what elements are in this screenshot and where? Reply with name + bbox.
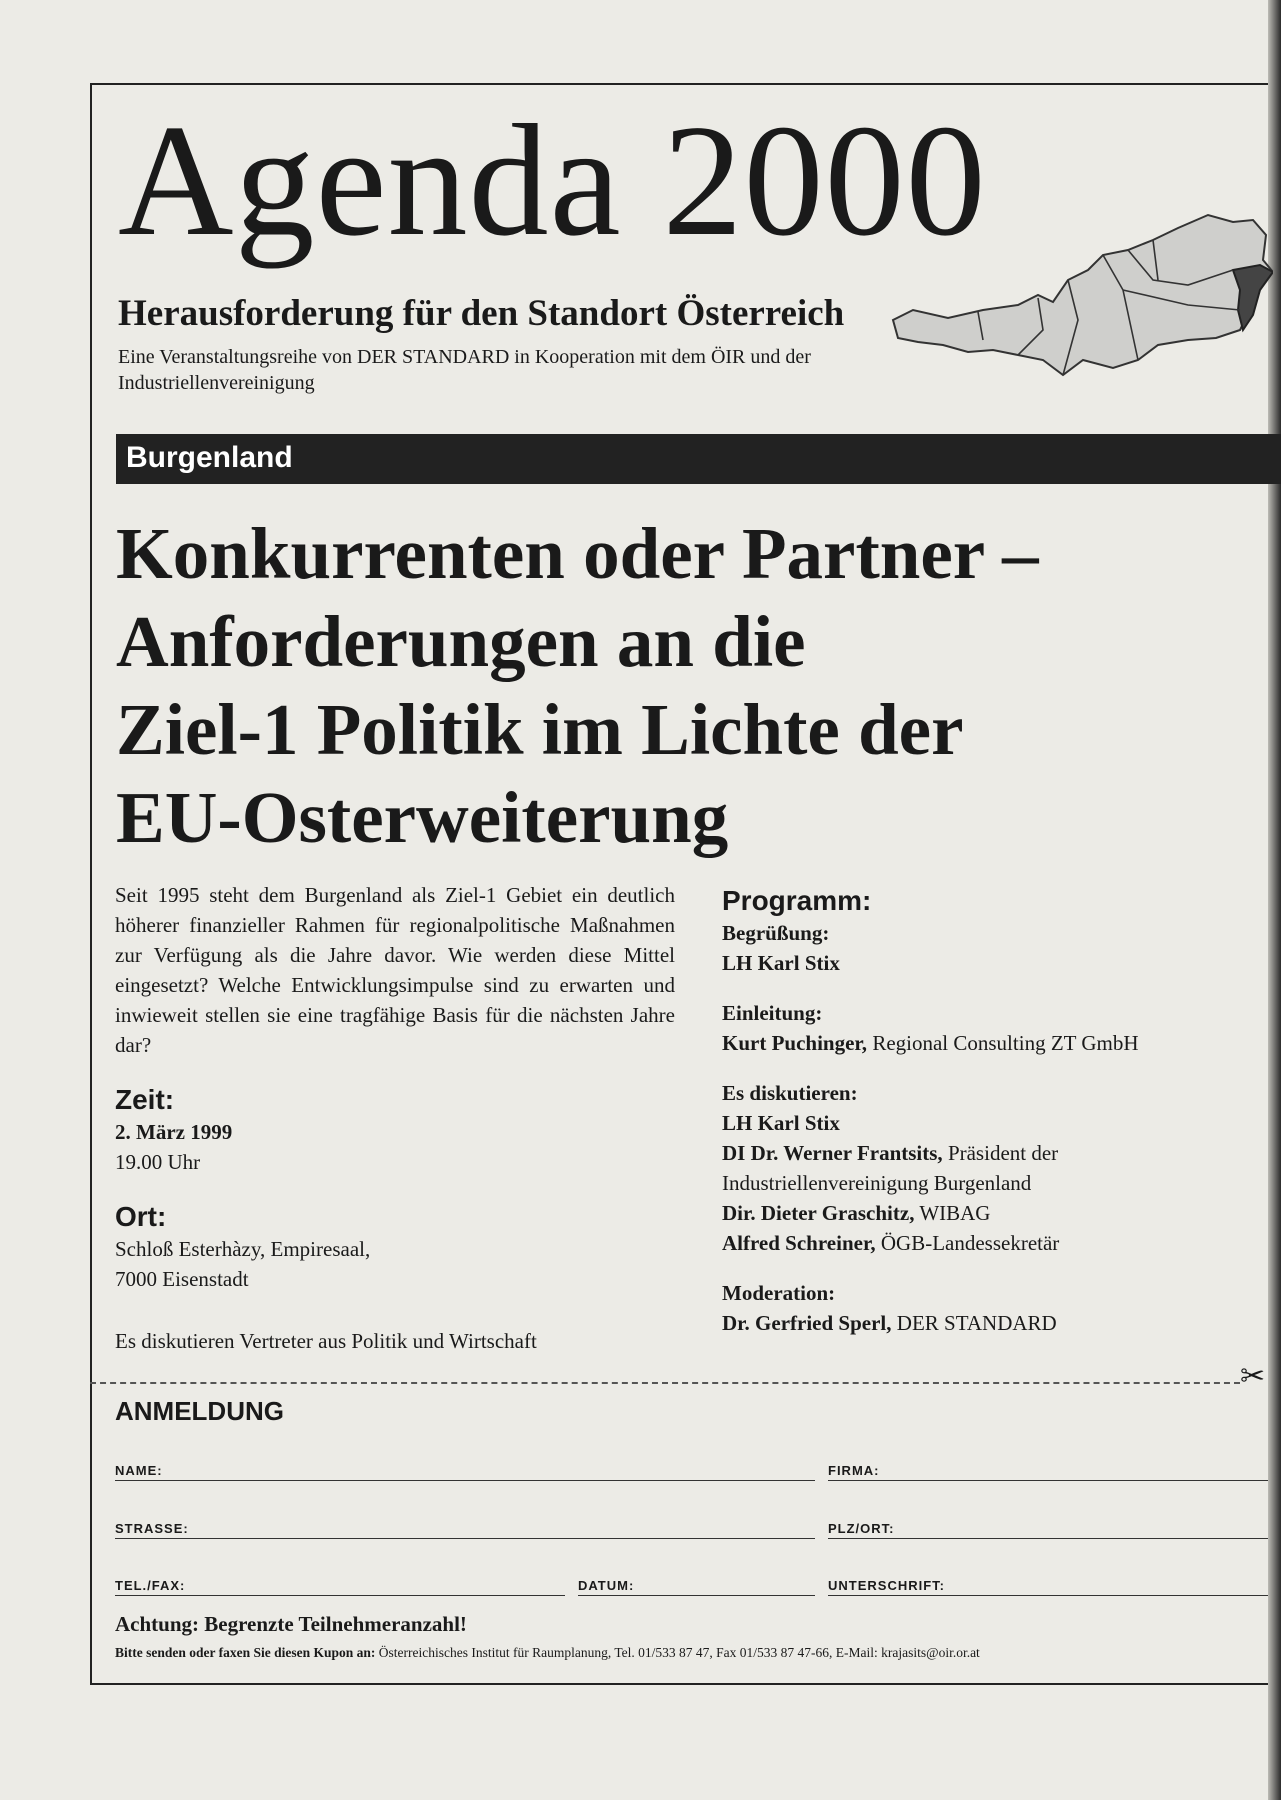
welcome-label: Begrüßung:: [722, 921, 830, 945]
headline-line: Anforderungen an die: [116, 601, 806, 682]
phone-fax-field[interactable]: [115, 1595, 565, 1596]
program-welcome: [722, 918, 1262, 978]
company-label: FIRMA:: [828, 1463, 880, 1478]
event-description: [115, 880, 675, 1060]
scissors-icon: ✂: [1240, 1359, 1266, 1394]
date-label: DATUM:: [578, 1578, 635, 1593]
event-time: 19.00 Uhr: [115, 1150, 201, 1174]
panelist: Dir. Dieter Graschitz,: [722, 1201, 915, 1225]
location-city: 7000 Eisenstadt: [115, 1267, 249, 1291]
intro-org: Regional Consulting ZT GmbH: [867, 1031, 1139, 1055]
discussion-note: Es diskutieren Vertreter aus Politik und Wirtschaft: [115, 1329, 537, 1353]
austria-map-icon: [888, 210, 1273, 415]
zip-city-label: PLZ/ORT:: [828, 1521, 895, 1536]
send-address: Österreichisches Institut für Raumplanung, Tel. 01/533 87 47, Fax 01/533 87 47-66, E-Mail: krajasits@oir.or.at: [375, 1645, 980, 1660]
panelist: Alfred Schreiner,: [722, 1231, 876, 1255]
street-field[interactable]: [115, 1538, 815, 1539]
location-venue: Schloß Esterhàzy, Empiresaal,: [115, 1237, 371, 1261]
headline-line: EU-Osterweiterung: [116, 777, 729, 858]
panelist: DI Dr. Werner Frantsits,: [722, 1141, 943, 1165]
street-label: STRASSE:: [115, 1521, 189, 1536]
location-section: [115, 1200, 615, 1294]
intro-label: Einleitung:: [722, 1001, 823, 1025]
name-field[interactable]: [115, 1480, 815, 1481]
welcome-speaker: LH Karl Stix: [722, 951, 840, 975]
headline: [116, 510, 1266, 862]
limited-seats-warning: Achtung: Begrenzte Teilnehmeranzahl!: [115, 1612, 467, 1636]
send-label: Bitte senden oder faxen Sie diesen Kupon an:: [115, 1645, 376, 1660]
zip-city-field[interactable]: [828, 1538, 1268, 1539]
phone-fax-label: TEL./FAX:: [115, 1578, 186, 1593]
panelist-role: ÖGB-Landessekretär: [875, 1231, 1060, 1255]
signature-field[interactable]: [828, 1595, 1268, 1596]
date-field[interactable]: [578, 1595, 815, 1596]
program-section: [722, 884, 1262, 1358]
event-subtitle: Herausforderung für den Standort Österreich: [118, 293, 845, 334]
region-banner: [116, 434, 1281, 484]
company-field[interactable]: [828, 1480, 1268, 1481]
send-instructions: [115, 1644, 980, 1662]
panel-label: Es diskutieren:: [722, 1081, 858, 1105]
moderator: Dr. Gerfried Sperl,: [722, 1311, 892, 1335]
program-panel: [722, 1078, 1262, 1258]
headline-line: Ziel-1 Politik im Lichte der: [116, 689, 964, 770]
name-label: NAME:: [115, 1463, 163, 1478]
moderator-org: DER STANDARD: [891, 1311, 1057, 1335]
event-title: Agenda 2000: [118, 91, 987, 269]
program-heading: Programm:: [722, 885, 872, 916]
time-section: [115, 1083, 615, 1177]
location-heading: Ort:: [115, 1201, 167, 1232]
program-intro: [722, 998, 1262, 1058]
intro-speaker: Kurt Puchinger,: [722, 1031, 868, 1055]
panelist: LH Karl Stix: [722, 1111, 840, 1135]
program-moderation: [722, 1278, 1262, 1338]
event-date: 2. März 1999: [115, 1120, 233, 1144]
headline-line: Konkurrenten oder Partner –: [116, 513, 1039, 594]
time-heading: Zeit:: [115, 1084, 175, 1115]
cut-line: [90, 1382, 1240, 1384]
panelist-role: WIBAG: [914, 1201, 991, 1225]
signature-label: UNTERSCHRIFT:: [828, 1578, 945, 1593]
event-intro: Eine Veranstaltungsreihe von DER STANDARD in Kooperation mit dem ÖIR und der Industriellenvereinigung: [118, 346, 811, 394]
moderation-label: Moderation:: [722, 1281, 836, 1305]
registration-heading: ANMELDUNG: [115, 1396, 284, 1426]
region-label: Burgenland: [126, 441, 293, 474]
description-text: Seit 1995 steht dem Burgenland als Ziel-1 Gebiet ein deutlich höherer finanzieller Rahmen für regionalpolitische Maßnahmen zur Verfügung als die Jahre davor. Wie werden diese Mittel eingesetzt? Welche Entwicklungsimpulse sind zu erwarten und inwieweit stellen sie eine tragfähige Basis für die nächsten Jahre dar?: [115, 883, 675, 1057]
panelist-role: Präsident der Industriellenvereinigung Burgenland: [722, 1141, 1059, 1195]
